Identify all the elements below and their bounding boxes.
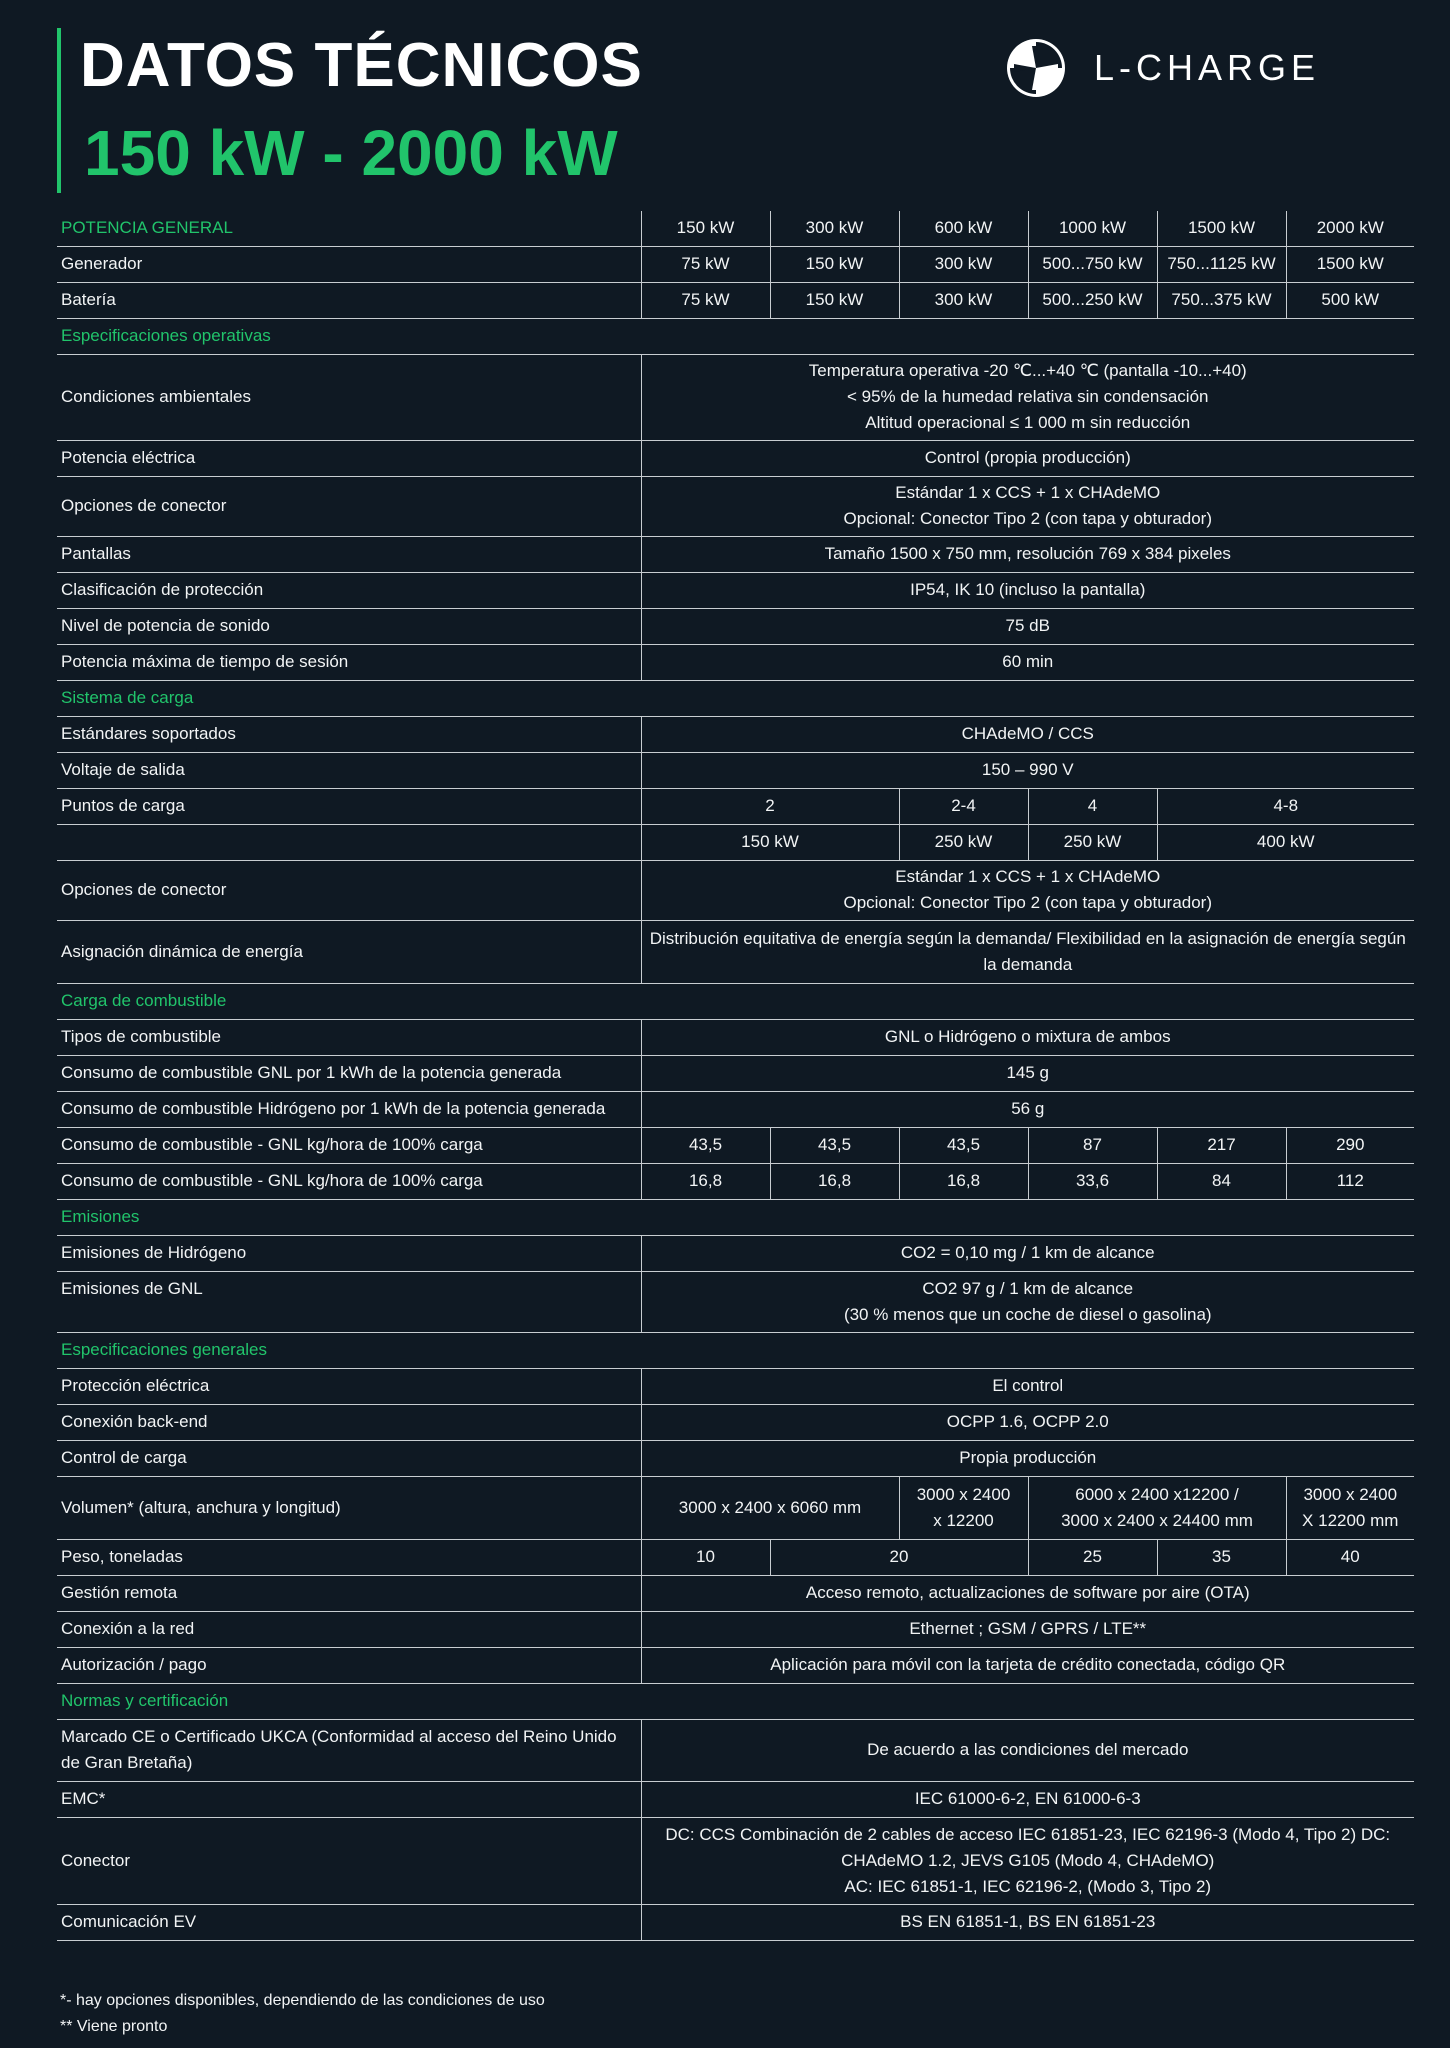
table-cell: 35	[1157, 1539, 1286, 1575]
power-cell: 150 kW	[641, 211, 770, 246]
table-cell: 75 kW	[641, 282, 770, 318]
section-row	[57, 983, 1414, 1019]
table-cell	[899, 1476, 1028, 1539]
table-cell: 16,8	[770, 1163, 899, 1199]
table-row	[57, 644, 1414, 680]
table-cell: 500 kW	[1286, 282, 1414, 318]
table-cell: 43,5	[641, 1127, 770, 1163]
table-row	[57, 1235, 1414, 1271]
power-cell: 2000 kW	[1286, 211, 1414, 246]
cell-line: Distribución equitativa de energía según la demanda/ Flexibilidad en la asignación de energía según	[649, 928, 1406, 948]
table-row	[57, 1055, 1414, 1091]
table-cell: 60 min	[641, 644, 1414, 680]
table-cell: 112	[1286, 1163, 1414, 1199]
brand-name: L-CHARGE	[1094, 47, 1321, 88]
table-row	[57, 1404, 1414, 1440]
row-label: Protección eléctrica	[57, 1368, 641, 1404]
power-cell: 600 kW	[899, 211, 1028, 246]
table-cell: 87	[1028, 1127, 1157, 1163]
table-row	[57, 1091, 1414, 1127]
table-row	[57, 354, 1414, 440]
table-cell: 290	[1286, 1127, 1414, 1163]
table-cell	[641, 1817, 1414, 1904]
row-label: Control de carga	[57, 1440, 641, 1476]
row-label: Asignación dinámica de energía	[57, 920, 641, 983]
section-title: Carga de combustible	[57, 983, 1414, 1019]
table-cell	[641, 860, 1414, 920]
table-cell: 500...250 kW	[1028, 282, 1157, 318]
cell-line: 3000 x 2400 x 24400 mm	[1061, 1510, 1253, 1530]
table-cell: 33,6	[1028, 1163, 1157, 1199]
table-cell: 300 kW	[899, 282, 1028, 318]
row-label: Potencia eléctrica	[57, 440, 641, 476]
section-row	[57, 1332, 1414, 1368]
table-row	[57, 716, 1414, 752]
table-row	[57, 211, 1414, 246]
section-row	[57, 680, 1414, 716]
table-cell	[641, 476, 1414, 536]
cell-line: Estándar 1 x CCS + 1 x CHAdeMO	[895, 483, 1161, 502]
cell-line: < 95% de la humedad relativa sin condensación	[847, 387, 1209, 406]
table-cell: 750...375 kW	[1157, 282, 1286, 318]
table-cell: 400 kW	[1157, 824, 1414, 860]
table-cell: 3000 x 2400 x 6060 mm	[641, 1476, 899, 1539]
table-row	[57, 282, 1414, 318]
cell-line: Temperatura operativa -20 ℃...+40 ℃ (pantalla -10...+40)	[808, 361, 1247, 380]
table-row	[57, 440, 1414, 476]
table-row	[57, 1127, 1414, 1163]
table-cell: 16,8	[899, 1163, 1028, 1199]
table-cell: 75 kW	[641, 246, 770, 282]
table-cell: 217	[1157, 1127, 1286, 1163]
cell-line: AC: IEC 61851-1, IEC 62196-2, (Modo 3, Tipo 2)	[844, 1876, 1212, 1896]
table-cell: 500...750 kW	[1028, 246, 1157, 282]
row-label	[57, 1719, 641, 1781]
row-label: Conector	[57, 1817, 641, 1904]
power-cell: 1500 kW	[1157, 211, 1286, 246]
table-cell: 20	[770, 1539, 1028, 1575]
footnote: *- hay opciones disponibles, dependiendo de las condiciones de uso	[60, 1992, 545, 2009]
table-cell: 4	[1028, 788, 1157, 824]
row-label: Batería	[57, 282, 641, 318]
cell-line: 6000 x 2400 x12200 /	[1075, 1484, 1239, 1504]
table-cell: GNL o Hidrógeno o mixtura de ambos	[641, 1019, 1414, 1055]
row-label: Consumo de combustible - GNL kg/hora de 100% carga	[57, 1127, 641, 1163]
row-label: Emisiones de GNL	[57, 1271, 641, 1332]
section-row	[57, 318, 1414, 354]
table-row	[57, 1904, 1414, 1940]
table-row	[57, 1817, 1414, 1904]
table-cell: 1500 kW	[1286, 246, 1414, 282]
table-cell: 43,5	[899, 1127, 1028, 1163]
table-row	[57, 1271, 1414, 1332]
table-cell: CO2 = 0,10 mg / 1 km de alcance	[641, 1235, 1414, 1271]
table-cell: 2	[641, 788, 899, 824]
section-title: Especificaciones operativas	[57, 318, 1414, 354]
table-cell: 145 g	[641, 1055, 1414, 1091]
cell-line: X 12200 mm	[1302, 1510, 1399, 1530]
row-label: Comunicación EV	[57, 1904, 641, 1940]
table-row	[57, 1476, 1414, 1539]
table-cell: 16,8	[641, 1163, 770, 1199]
table-cell: Acceso remoto, actualizaciones de software por aire (OTA)	[641, 1575, 1414, 1611]
table-row	[57, 824, 1414, 860]
section-title: Normas y certificación	[57, 1683, 1414, 1719]
table-row	[57, 788, 1414, 824]
table-row	[57, 1719, 1414, 1781]
table-row	[57, 1575, 1414, 1611]
table-row	[57, 752, 1414, 788]
table-cell: Ethernet ; GSM / GPRS / LTE**	[641, 1611, 1414, 1647]
row-label: Estándares soportados	[57, 716, 641, 752]
table-row	[57, 1440, 1414, 1476]
table-cell: 84	[1157, 1163, 1286, 1199]
table-row	[57, 476, 1414, 536]
row-label: Nivel de potencia de sonido	[57, 608, 641, 644]
table-cell	[1286, 1476, 1414, 1539]
row-label: Emisiones de Hidrógeno	[57, 1235, 641, 1271]
cell-line: Opcional: Conector Tipo 2 (con tapa y obturador)	[843, 893, 1213, 912]
table-cell: 10	[641, 1539, 770, 1575]
cell-line: CO2 97 g / 1 km de alcance	[922, 1278, 1134, 1298]
table-row	[57, 1368, 1414, 1404]
cell-line: 3000 x 2400	[1303, 1484, 1398, 1504]
table-cell: El control	[641, 1368, 1414, 1404]
table-cell	[641, 920, 1414, 983]
cell-line: la demanda	[983, 954, 1073, 974]
row-label: EMC*	[57, 1781, 641, 1817]
table-row	[57, 572, 1414, 608]
table-cell: IP54, IK 10 (incluso la pantalla)	[641, 572, 1414, 608]
table-row	[57, 608, 1414, 644]
table-cell: 4-8	[1157, 788, 1414, 824]
row-label: Consumo de combustible GNL por 1 kWh de la potencia generada	[57, 1055, 641, 1091]
table-row	[57, 1019, 1414, 1055]
table-cell: OCPP 1.6, OCPP 2.0	[641, 1404, 1414, 1440]
table-cell: 250 kW	[899, 824, 1028, 860]
table-row	[57, 1611, 1414, 1647]
row-label: Potencia máxima de tiempo de sesión	[57, 644, 641, 680]
table-cell: 25	[1028, 1539, 1157, 1575]
row-label: Generador	[57, 246, 641, 282]
table-row	[57, 1163, 1414, 1199]
table-cell: Control (propia producción)	[641, 440, 1414, 476]
power-cell: 300 kW	[770, 211, 899, 246]
table-cell: 150 – 990 V	[641, 752, 1414, 788]
row-label: Gestión remota	[57, 1575, 641, 1611]
table-cell: Aplicación para móvil con la tarjeta de crédito conectada, código QR	[641, 1647, 1414, 1683]
table-cell	[641, 1271, 1414, 1332]
table-cell: 150 kW	[770, 246, 899, 282]
table-cell: De acuerdo a las condiciones del mercado	[641, 1719, 1414, 1781]
table-cell: 43,5	[770, 1127, 899, 1163]
section-row	[57, 1683, 1414, 1719]
table-cell: 40	[1286, 1539, 1414, 1575]
table-cell	[641, 354, 1414, 440]
table-cell: Propia producción	[641, 1440, 1414, 1476]
row-label: Puntos de carga	[57, 788, 641, 824]
table-row	[57, 920, 1414, 983]
table-row	[57, 860, 1414, 920]
cell-line: (30 % menos que un coche de diesel o gasolina)	[843, 1304, 1212, 1324]
row-label: Conexión a la red	[57, 1611, 641, 1647]
row-label: Volumen* (altura, anchura y longitud)	[57, 1476, 641, 1539]
table-row	[57, 1647, 1414, 1683]
table-row	[57, 536, 1414, 572]
cell-line: 3000 x 2400	[916, 1484, 1011, 1504]
table-cell: 150 kW	[770, 282, 899, 318]
label-line: Marcado CE o Certificado UKCA (Conformidad al acceso del Reino Unido	[61, 1727, 617, 1746]
row-label: Condiciones ambientales	[57, 354, 641, 440]
table-cell: 56 g	[641, 1091, 1414, 1127]
cell-line: x 12200	[933, 1510, 994, 1530]
table-cell: Tamaño 1500 x 750 mm, resolución 769 x 384 pixeles	[641, 536, 1414, 572]
accent-bar	[57, 28, 61, 193]
page-title: DATOS TÉCNICOS	[80, 31, 643, 100]
cell-line: Estándar 1 x CCS + 1 x CHAdeMO	[895, 867, 1161, 886]
section-row	[57, 1199, 1414, 1235]
table-row	[57, 1781, 1414, 1817]
table-cell: 750...1125 kW	[1157, 246, 1286, 282]
table-cell: 300 kW	[899, 246, 1028, 282]
row-label: Autorización / pago	[57, 1647, 641, 1683]
row-label	[57, 824, 641, 860]
table-cell: BS EN 61851-1, BS EN 61851-23	[641, 1904, 1414, 1940]
table-row	[57, 246, 1414, 282]
table-cell: 2-4	[899, 788, 1028, 824]
section-title: Especificaciones generales	[57, 1332, 1414, 1368]
cell-line: Altitud operacional ≤ 1 000 m sin reducción	[865, 413, 1191, 432]
row-label: Conexión back-end	[57, 1404, 641, 1440]
cell-line: DC: CCS Combinación de 2 cables de acceso IEC 61851-23, IEC 62196-3 (Modo 4, Tipo 2) DC:	[665, 1824, 1391, 1844]
row-label: Consumo de combustible Hidrógeno por 1 kWh de la potencia generada	[57, 1091, 641, 1127]
table-row	[57, 1539, 1414, 1575]
l-charge-logo-icon	[1006, 38, 1066, 98]
table-cell	[1028, 1476, 1286, 1539]
cell-line: CHAdeMO 1.2, JEVS G105 (Modo 4, CHAdeMO)	[841, 1850, 1215, 1870]
table-cell: 75 dB	[641, 608, 1414, 644]
power-cell: 1000 kW	[1028, 211, 1157, 246]
footnotes	[60, 1988, 545, 2040]
power-range-subtitle: 150 kW - 2000 kW	[84, 117, 618, 189]
section-title: POTENCIA GENERAL	[57, 211, 641, 246]
footnote: ** Viene pronto	[60, 2018, 168, 2035]
section-title: Emisiones	[57, 1199, 1414, 1235]
row-label: Opciones de conector	[57, 860, 641, 920]
table-cell: IEC 61000-6-2, EN 61000-6-3	[641, 1781, 1414, 1817]
spec-table	[57, 211, 1414, 1941]
row-label: Pantallas	[57, 536, 641, 572]
cell-line: Opcional: Conector Tipo 2 (con tapa y obturador)	[843, 509, 1213, 528]
section-title: Sistema de carga	[57, 680, 1414, 716]
label-line: de Gran Bretaña)	[61, 1753, 193, 1772]
table-cell: 150 kW	[641, 824, 899, 860]
row-label: Opciones de conector	[57, 476, 641, 536]
row-label: Consumo de combustible - GNL kg/hora de 100% carga	[57, 1163, 641, 1199]
row-label: Voltaje de salida	[57, 752, 641, 788]
row-label: Clasificación de protección	[57, 572, 641, 608]
brand-logo	[1006, 38, 1320, 98]
row-label: Tipos de combustible	[57, 1019, 641, 1055]
row-label: Peso, toneladas	[57, 1539, 641, 1575]
table-cell: 250 kW	[1028, 824, 1157, 860]
table-cell: CHAdeMO / CCS	[641, 716, 1414, 752]
